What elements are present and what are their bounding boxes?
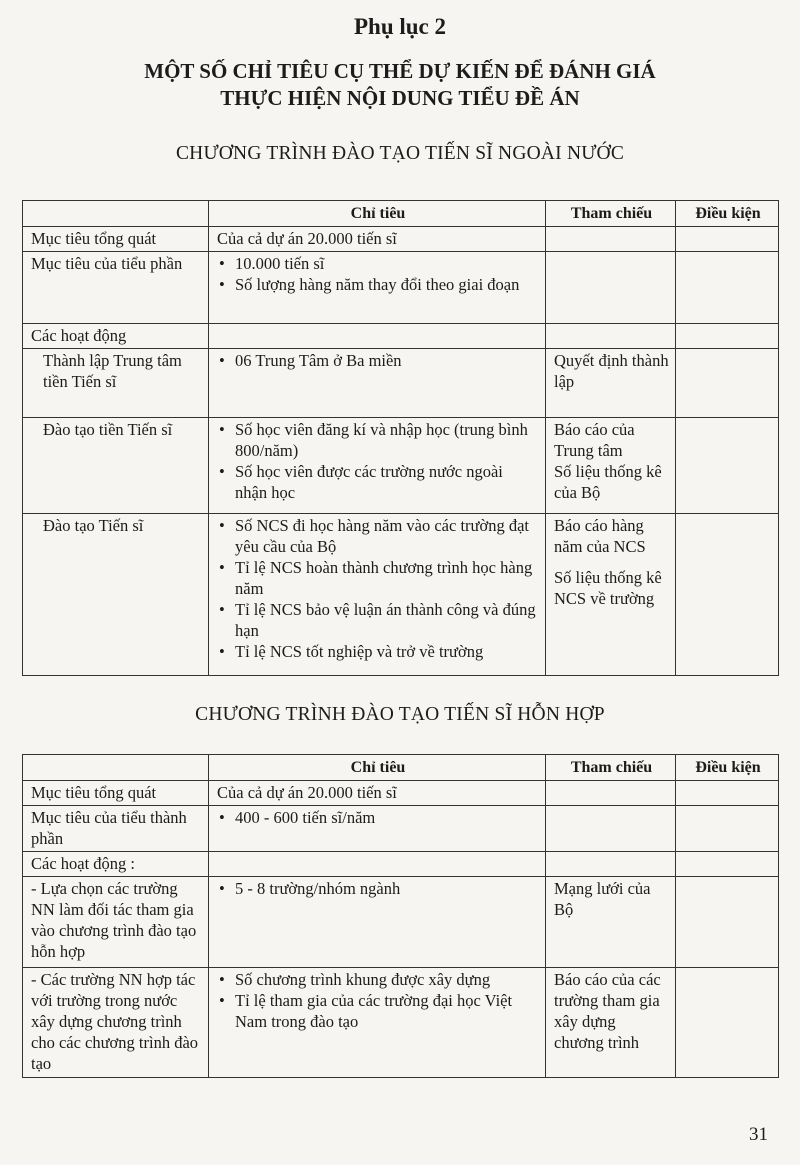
row-target [209, 806, 546, 852]
header-blank [23, 755, 209, 781]
row-reference: Mạng lưới của Bộ [546, 877, 676, 968]
row-target [209, 514, 546, 676]
row-label: Thành lập Trung tâm tiền Tiến sĩ [23, 349, 209, 418]
table-row [23, 781, 779, 806]
bullet-item: • Số chương trình khung được xây dựng [217, 969, 539, 990]
bullet-item: • 10.000 tiến sĩ [217, 253, 539, 274]
bullet-item: • 06 Trung Tâm ở Ba miền [217, 350, 539, 371]
header-reference: Tham chiếu [546, 755, 676, 781]
table-header-row [23, 755, 779, 781]
header-target: Chỉ tiêu [209, 755, 546, 781]
row-reference [546, 781, 676, 806]
row-label: Mục tiêu của tiểu phần [23, 252, 209, 324]
row-label: - Các trường NN hợp tác với trường trong nước xây dựng chương trình cho các chương trình đào tạo [23, 968, 209, 1078]
table-overseas-phd [22, 200, 779, 676]
row-condition [676, 806, 779, 852]
table-row [23, 877, 779, 968]
row-reference: Báo cáo của các trường tham gia xây dựng chương trình [546, 968, 676, 1078]
row-condition [676, 781, 779, 806]
table-row [23, 968, 779, 1078]
bullet-item: • Số NCS đi học hàng năm vào các trường đạt yêu cầu của Bộ [217, 515, 539, 557]
row-target [209, 852, 546, 877]
row-target [209, 877, 546, 968]
header-condition: Điều kiện [676, 201, 779, 227]
main-title-line-1: MỘT SỐ CHỈ TIÊU CỤ THỂ DỰ KIẾN ĐỂ ĐÁNH GIÁ [144, 59, 656, 83]
row-reference [546, 418, 676, 514]
row-reference [546, 324, 676, 349]
row-condition [676, 514, 779, 676]
bullet-item: • 5 - 8 trường/nhóm ngành [217, 878, 539, 899]
reference-line: Số liệu thống kê NCS về trường [554, 568, 662, 608]
section-2-title: CHƯƠNG TRÌNH ĐÀO TẠO TIẾN SĨ HỖN HỢP [195, 704, 605, 725]
row-target [209, 968, 546, 1078]
bullet-item: • Số học viên được các trường nước ngoài nhận học [217, 461, 539, 503]
header-blank [23, 201, 209, 227]
bullet-item: • Tỉ lệ tham gia của các trường đại học Việt Nam trong đào tạo [217, 990, 539, 1032]
main-title-line-2: THỰC HIỆN NỘI DUNG TIỂU ĐỀ ÁN [220, 86, 580, 110]
row-target: Của cả dự án 20.000 tiến sĩ [209, 227, 546, 252]
table-hybrid-phd [22, 754, 779, 1078]
table-row [23, 349, 779, 418]
section-1-title: CHƯƠNG TRÌNH ĐÀO TẠO TIẾN SĨ NGOÀI NƯỚC [175, 143, 625, 164]
row-label: Mục tiêu tổng quát [23, 227, 209, 252]
row-condition [676, 227, 779, 252]
row-condition [676, 877, 779, 968]
header-condition: Điều kiện [676, 755, 779, 781]
table-row [23, 514, 779, 676]
header-target: Chỉ tiêu [209, 201, 546, 227]
header-reference: Tham chiếu [546, 201, 676, 227]
row-condition [676, 324, 779, 349]
row-label: Mục tiêu tổng quát [23, 781, 209, 806]
row-label: - Lựa chọn các trường NN làm đối tác tham gia vào chương trình đào tạo hỗn hợp [23, 877, 209, 968]
row-reference: Quyết định thành lập [546, 349, 676, 418]
table-row [23, 418, 779, 514]
row-target [209, 418, 546, 514]
table-row [23, 852, 779, 877]
row-label: Đào tạo tiền Tiến sĩ [23, 418, 209, 514]
table-row [23, 227, 779, 252]
row-target [209, 324, 546, 349]
main-title [0, 58, 800, 112]
row-label: Các hoạt động [23, 324, 209, 349]
row-condition [676, 418, 779, 514]
row-condition [676, 252, 779, 324]
row-target: Của cả dự án 20.000 tiến sĩ [209, 781, 546, 806]
bullet-item: • 400 - 600 tiến sĩ/năm [217, 807, 539, 828]
bullet-item: • Tỉ lệ NCS tốt nghiệp và trở về trường [217, 641, 539, 662]
row-target [209, 349, 546, 418]
reference-line: Số liệu thống kê của Bộ [554, 462, 662, 502]
row-reference [546, 514, 676, 676]
table-header-row [23, 201, 779, 227]
table-row [23, 252, 779, 324]
bullet-item: • Số học viên đăng kí và nhập học (trung bình 800/năm) [217, 419, 539, 461]
page-number: 31 [749, 1124, 768, 1145]
row-reference [546, 806, 676, 852]
bullet-item: • Tỉ lệ NCS bảo vệ luận án thành công và đúng hạn [217, 599, 539, 641]
row-target [209, 252, 546, 324]
row-reference [546, 852, 676, 877]
row-label: Các hoạt động : [23, 852, 209, 877]
row-condition [676, 968, 779, 1078]
table-row [23, 806, 779, 852]
bullet-item: • Số lượng hàng năm thay đổi theo giai đoạn [217, 274, 539, 295]
row-label: Mục tiêu của tiểu thành phần [23, 806, 209, 852]
appendix-title: Phụ lục 2 [353, 14, 447, 39]
row-reference [546, 252, 676, 324]
reference-line: Báo cáo hàng năm của NCS [554, 516, 646, 556]
row-condition [676, 349, 779, 418]
row-label: Đào tạo Tiến sĩ [23, 514, 209, 676]
row-reference [546, 227, 676, 252]
reference-line: Báo cáo của Trung tâm [554, 420, 635, 460]
bullet-item: • Tỉ lệ NCS hoàn thành chương trình học hàng năm [217, 557, 539, 599]
row-condition [676, 852, 779, 877]
table-row [23, 324, 779, 349]
